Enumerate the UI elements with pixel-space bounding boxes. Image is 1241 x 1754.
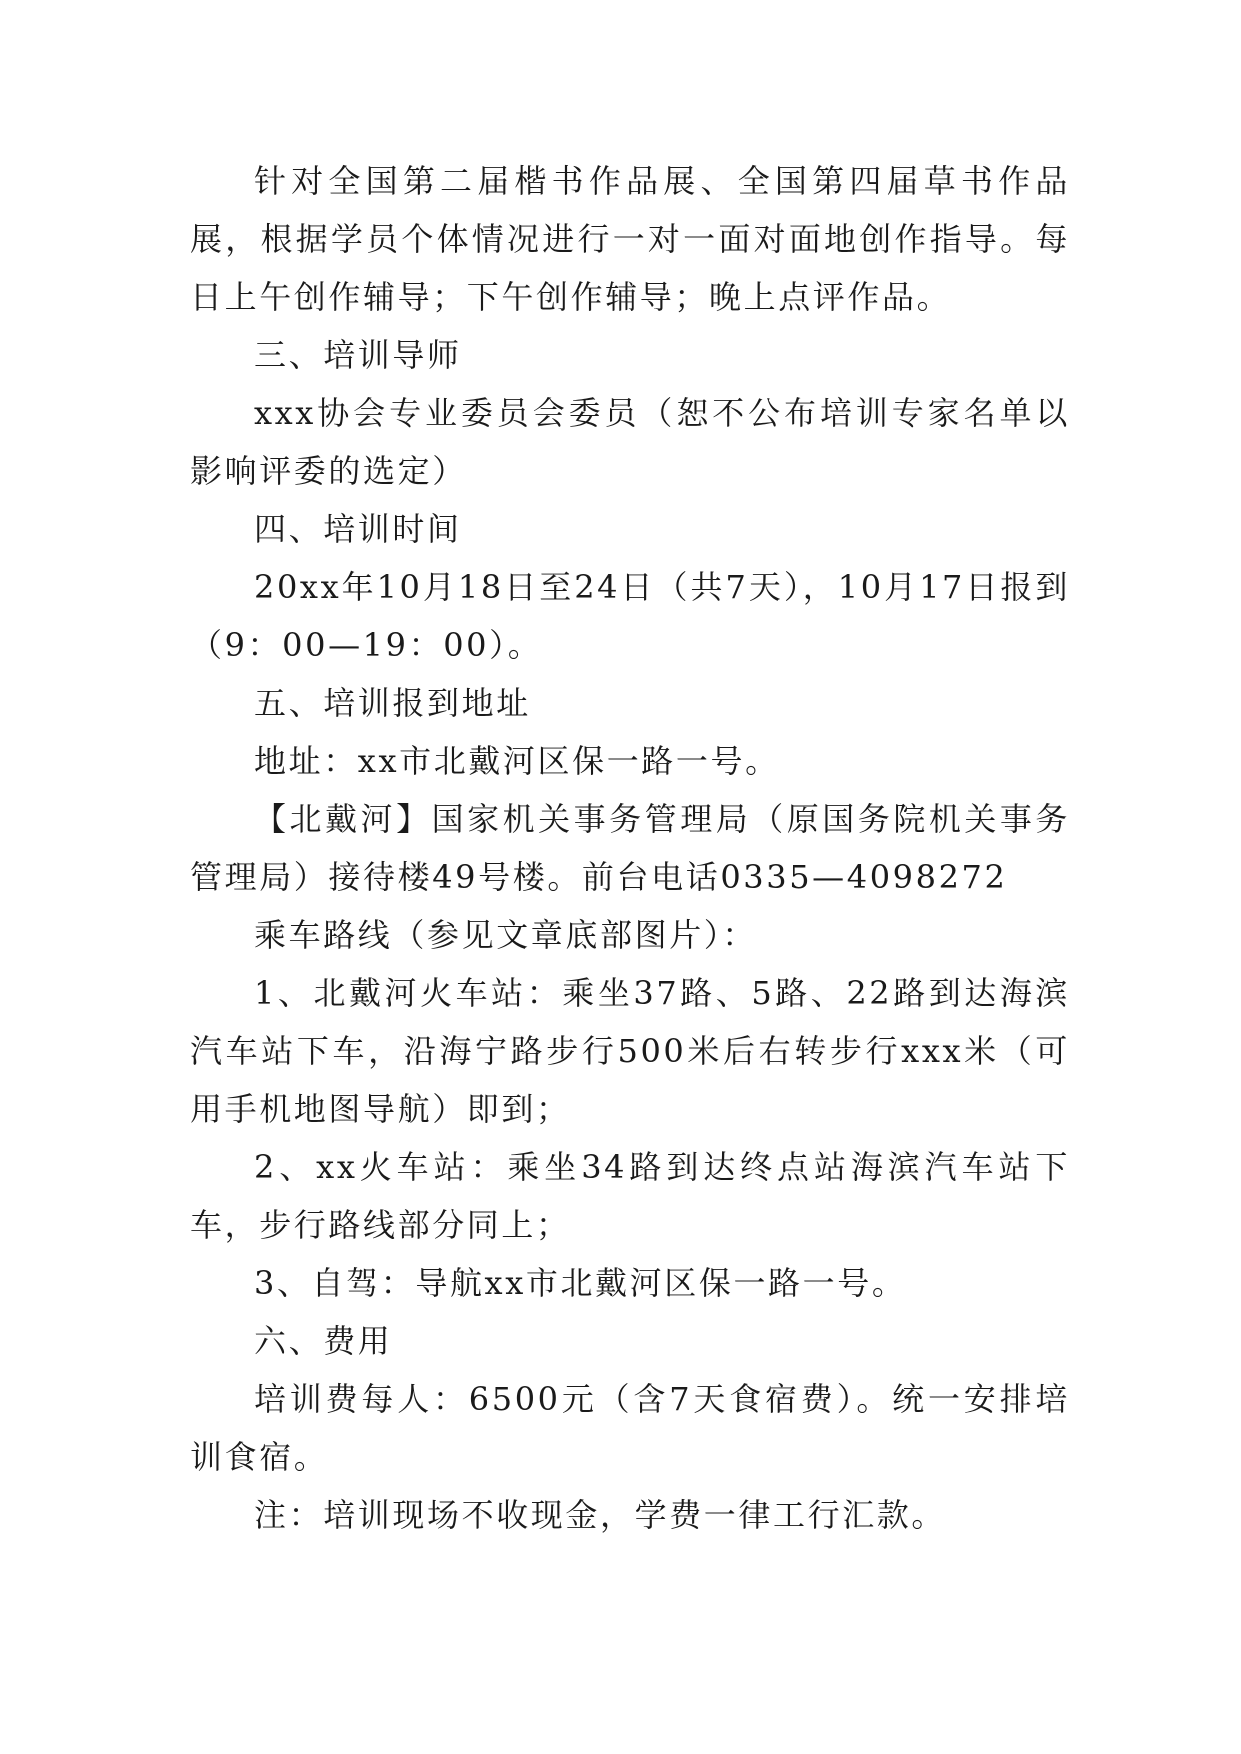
heading-instructors: 三、培训导师 [254,336,462,374]
paragraph-fees: 培训费每人：6500元（含7天食宿费）。统一安排培训食宿。 [190,1380,1070,1476]
paragraph-note: 注：培训现场不收现金，学费一律工行汇款。 [254,1496,947,1534]
heading-fees: 六、费用 [254,1322,393,1360]
paragraph-route-2: 2、xx火车站：乘坐34路到达终点站海滨汽车站下车，步行路线部分同上； [190,1148,1070,1244]
paragraph-route-3: 3、自驾：导航xx市北戴河区保一路一号。 [254,1264,907,1302]
paragraph-training-time: 20xx年10月18日至24日（共7天），10月17日报到（9：00—19：00）。 [190,568,1070,664]
paragraph-venue: 【北戴河】国家机关事务管理局（原国务院机关事务管理局）接待楼49号楼。前台电话0335—4098272 [190,800,1070,896]
paragraph-instructors: xxx协会专业委员会委员（恕不公布培训专家名单以影响评委的选定） [190,394,1070,490]
document-body [190,152,1070,1544]
paragraph-route-intro: 乘车路线（参见文章底部图片）： [254,916,758,954]
heading-training-address: 五、培训报到地址 [254,684,531,722]
paragraph-guidance: 针对全国第二届楷书作品展、全国第四届草书作品展，根据学员个体情况进行一对一面对面地创作指导。每日上午创作辅导；下午创作辅导；晚上点评作品。 [190,162,1070,316]
paragraph-route-1: 1、北戴河火车站：乘坐37路、5路、22路到达海滨汽车站下车，沿海宁路步行500米后右转步行xxx米（可用手机地图导航）即到； [190,974,1070,1128]
heading-training-time: 四、培训时间 [254,510,462,548]
paragraph-address: 地址：xx市北戴河区保一路一号。 [254,742,780,780]
